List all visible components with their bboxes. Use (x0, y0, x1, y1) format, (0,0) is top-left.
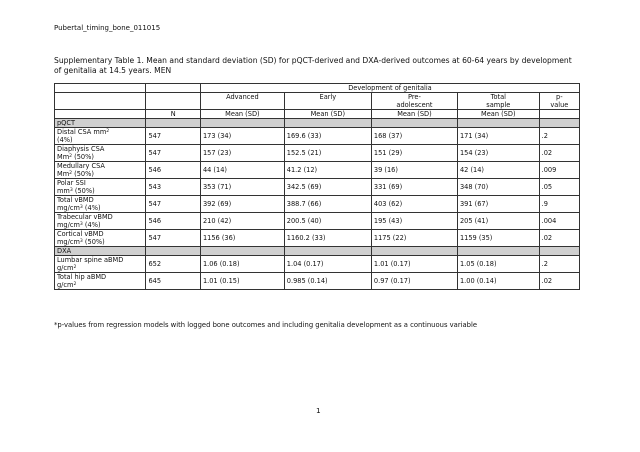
empty-cell (284, 119, 371, 128)
section-label: pQCT (55, 119, 146, 128)
row-label-superscript: 2 (73, 265, 77, 270)
cell-early: 200.5 (40) (284, 213, 371, 230)
cell-early: 1.04 (0.17) (284, 256, 371, 273)
row-label-line-1 (57, 128, 143, 136)
column-header-preadolescent: Pre- adolescent (371, 93, 457, 110)
empty-cell (457, 247, 539, 256)
cell-pvalue: .2 (539, 128, 579, 145)
cell-n: 547 (146, 128, 200, 145)
cell-n: 546 (146, 162, 200, 179)
n-header: N (146, 110, 200, 119)
cell-pvalue: .02 (539, 230, 579, 247)
table-row (55, 179, 580, 196)
cell-early: 0.985 (0.14) (284, 273, 371, 290)
row-label-site: (4%) (82, 204, 101, 212)
empty-cell (539, 119, 579, 128)
row-label-unit: mg/cm (57, 204, 80, 212)
cell-advanced: 1.06 (0.18) (200, 256, 284, 273)
cell-n: 547 (146, 230, 200, 247)
table-row (55, 273, 580, 290)
row-label-line-2 (57, 153, 143, 161)
mean-sd-header: Mean (SD) (457, 110, 539, 119)
cell-advanced: 44 (14) (200, 162, 284, 179)
row-label-text: Total vBMD (57, 196, 94, 204)
row-label-superscript: 3 (79, 239, 83, 244)
mean-sd-header: Mean (SD) (371, 110, 457, 119)
cell-preadolescent: 331 (69) (371, 179, 457, 196)
cell-pvalue: .02 (539, 273, 579, 290)
row-label (55, 256, 146, 273)
cell-advanced: 157 (23) (200, 145, 284, 162)
empty-cell (55, 110, 146, 119)
cell-early: 1160.2 (33) (284, 230, 371, 247)
cell-total: 1159 (35) (457, 230, 539, 247)
row-label-line-2 (57, 281, 143, 289)
table-row (55, 196, 580, 213)
row-label-line-1 (57, 145, 143, 153)
cell-early: 169.6 (33) (284, 128, 371, 145)
row-label-unit: mg/cm (57, 221, 80, 229)
cell-pvalue: .05 (539, 179, 579, 196)
row-label-line-2 (57, 264, 143, 272)
cell-preadolescent: 1.01 (0.17) (371, 256, 457, 273)
cell-n: 547 (146, 196, 200, 213)
row-label-site: (50%) (72, 187, 95, 195)
row-label-superscript: 2 (69, 154, 73, 159)
row-label-site: (4%) (82, 221, 101, 229)
cell-advanced: 392 (69) (200, 196, 284, 213)
cell-total: 205 (41) (457, 213, 539, 230)
empty-cell (55, 84, 146, 93)
row-label-text: Diaphysis CSA (57, 145, 105, 153)
row-label-superscript: 3 (79, 222, 83, 227)
row-label-unit: mg/cm (57, 238, 80, 246)
footnote: *p-values from regression models with logged bone outcomes and including genitalia development as a continuous variable (54, 321, 478, 329)
row-label-line-2 (57, 238, 143, 246)
cell-advanced: 1156 (36) (200, 230, 284, 247)
cell-advanced: 173 (34) (200, 128, 284, 145)
cell-advanced: 1.01 (0.15) (200, 273, 284, 290)
cell-pvalue: .2 (539, 256, 579, 273)
row-label-line-1 (57, 273, 143, 281)
row-label-line-1 (57, 196, 143, 204)
column-header-pvalue: p- value (539, 93, 579, 110)
row-label-text: Trabecular vBMD (57, 213, 113, 221)
cell-total: 171 (34) (457, 128, 539, 145)
row-label-unit: (4%) (57, 136, 73, 144)
section-row (55, 119, 580, 128)
cell-n: 547 (146, 145, 200, 162)
row-label-line-2 (57, 221, 143, 229)
row-label (55, 179, 146, 196)
empty-cell (146, 93, 200, 110)
empty-cell (371, 119, 457, 128)
section-row (55, 247, 580, 256)
row-label-superscript: 2 (69, 171, 73, 176)
empty-cell (371, 247, 457, 256)
cell-total: 1.00 (0.14) (457, 273, 539, 290)
empty-cell (146, 119, 200, 128)
row-label-site: (50%) (82, 238, 105, 246)
table-row (55, 145, 580, 162)
row-label-site: (50%) (72, 153, 94, 161)
row-label-line-1 (57, 213, 143, 221)
group-header-row (55, 84, 580, 93)
empty-cell (539, 110, 579, 119)
row-label-line-2 (57, 170, 143, 178)
row-label-text: Cortical vBMD (57, 230, 104, 238)
empty-cell (200, 247, 284, 256)
cell-pvalue: .004 (539, 213, 579, 230)
table-caption (54, 56, 594, 76)
row-label-line-2 (57, 136, 143, 144)
row-label (55, 145, 146, 162)
table-row (55, 213, 580, 230)
column-header-row (55, 93, 580, 110)
table-row (55, 230, 580, 247)
cell-preadolescent: 39 (16) (371, 162, 457, 179)
row-label (55, 128, 146, 145)
row-label (55, 230, 146, 247)
cell-pvalue: .009 (539, 162, 579, 179)
table-row (55, 128, 580, 145)
mean-sd-header: Mean (SD) (284, 110, 371, 119)
row-label-superscript: 2 (73, 282, 77, 287)
row-label-site: (50%) (72, 170, 94, 178)
cell-preadolescent: 195 (43) (371, 213, 457, 230)
row-label-line-1 (57, 162, 143, 170)
row-label-unit: g/cm (57, 264, 74, 272)
row-label-text: Lumbar spine aBMD (57, 256, 124, 264)
page-number: 1 (316, 406, 321, 415)
row-label (55, 196, 146, 213)
cell-advanced: 210 (42) (200, 213, 284, 230)
cell-preadolescent: 168 (37) (371, 128, 457, 145)
row-label-text: Polar SSI (57, 179, 86, 187)
cell-n: 645 (146, 273, 200, 290)
cell-preadolescent: 403 (62) (371, 196, 457, 213)
row-label-superscript: 3 (69, 188, 73, 193)
cell-preadolescent: 0.97 (0.17) (371, 273, 457, 290)
cell-n: 546 (146, 213, 200, 230)
empty-cell (146, 247, 200, 256)
row-label-unit: mm (57, 187, 70, 195)
empty-cell (457, 119, 539, 128)
empty-cell (55, 93, 146, 110)
cell-preadolescent: 1175 (22) (371, 230, 457, 247)
table-row (55, 162, 580, 179)
caption-line-1: Supplementary Table 1. Mean and standard deviation (SD) for pQCT-derived and DXA-derived outcomes at 60-64 years by development (54, 56, 572, 65)
row-label-unit: g/cm (57, 281, 74, 289)
cell-advanced: 353 (71) (200, 179, 284, 196)
cell-n: 543 (146, 179, 200, 196)
column-header-advanced: Advanced (200, 93, 284, 110)
column-header-total: Total sample (457, 93, 539, 110)
column-header-early: Early (284, 93, 371, 110)
table-row (55, 256, 580, 273)
row-label-text: Total hip aBMD (57, 273, 107, 281)
row-label-line-1 (57, 256, 143, 264)
cell-pvalue: .9 (539, 196, 579, 213)
row-label-text: Distal CSA mm (57, 128, 107, 136)
cell-pvalue: .02 (539, 145, 579, 162)
mean-sd-header: Mean (SD) (200, 110, 284, 119)
empty-cell (539, 247, 579, 256)
row-label-text: Medullary CSA (57, 162, 105, 170)
row-label-line-2 (57, 204, 143, 212)
row-label-line-1 (57, 230, 143, 238)
row-label-line-2 (57, 187, 143, 195)
results-table (54, 83, 580, 290)
cell-total: 154 (23) (457, 145, 539, 162)
row-label (55, 213, 146, 230)
empty-cell (146, 84, 200, 93)
caption-line-2: of genitalia at 14.5 years. MEN (54, 66, 172, 75)
cell-early: 342.5 (69) (284, 179, 371, 196)
cell-total: 391 (67) (457, 196, 539, 213)
row-label-line-1 (57, 179, 143, 187)
subheader-row (55, 110, 580, 119)
group-header: Development of genitalia (200, 84, 579, 93)
row-label-unit: Mm (57, 153, 70, 161)
row-label-superscript: 2 (106, 129, 110, 134)
cell-n: 652 (146, 256, 200, 273)
row-label (55, 273, 146, 290)
row-label (55, 162, 146, 179)
cell-total: 42 (14) (457, 162, 539, 179)
cell-early: 388.7 (66) (284, 196, 371, 213)
cell-total: 1.05 (0.18) (457, 256, 539, 273)
empty-cell (284, 247, 371, 256)
cell-preadolescent: 151 (29) (371, 145, 457, 162)
cell-early: 41.2 (12) (284, 162, 371, 179)
cell-early: 152.5 (21) (284, 145, 371, 162)
row-label-superscript: 3 (79, 205, 83, 210)
document-header: Pubertal_timing_bone_011015 (54, 24, 161, 32)
empty-cell (200, 119, 284, 128)
row-label-unit: Mm (57, 170, 70, 178)
cell-total: 348 (70) (457, 179, 539, 196)
section-label: DXA (55, 247, 146, 256)
